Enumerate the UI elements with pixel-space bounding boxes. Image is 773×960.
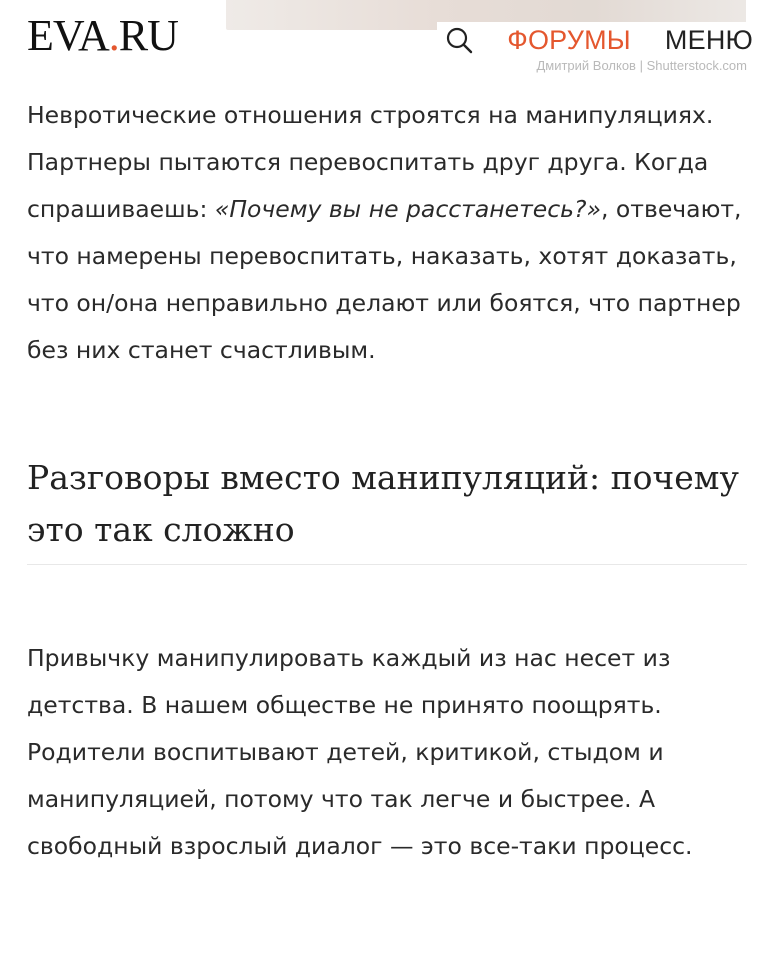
paragraph-1-text-before: Невротические отношения строятся на манипуляциях. Партнеры пытаются перевоспитать друг друга. Когда спрашиваешь: <box>27 101 714 223</box>
site-header <box>0 0 773 84</box>
paragraph-1-text-after: , отвечают, что намерены перевоспитать, наказать, хотят доказать, что он/она неправильно делают или боятся, что партнер без них станет счастливым. <box>27 195 742 364</box>
site-logo[interactable] <box>27 11 184 60</box>
logo-main: EVA <box>27 11 109 60</box>
paragraph-1-quote: «Почему вы не расстанетесь?» <box>214 195 601 223</box>
article-body <box>27 92 747 870</box>
article-paragraph-2: Привычку манипулировать каждый из нас несет из детства. В нашем обществе не принято поощрять. Родители воспитывают детей, критикой, стыдом и манипуляцией, потому что так легче и быстрее. А свободный взрослый диалог — это все-таки процесс. <box>27 644 693 860</box>
search-icon[interactable] <box>445 26 473 54</box>
nav-forums-link[interactable]: ФОРУМЫ <box>507 24 631 55</box>
section-heading: Разговоры вместо манипуляций: почему это так сложно <box>27 452 747 565</box>
logo-tld: RU <box>118 11 178 60</box>
article-paragraph-1 <box>27 92 747 374</box>
photo-caption: Дмитрий Волков | Shutterstock.com <box>536 58 747 73</box>
logo-dot: . <box>108 11 119 60</box>
top-nav <box>437 22 753 58</box>
nav-menu-button[interactable]: МЕНЮ <box>664 24 753 55</box>
